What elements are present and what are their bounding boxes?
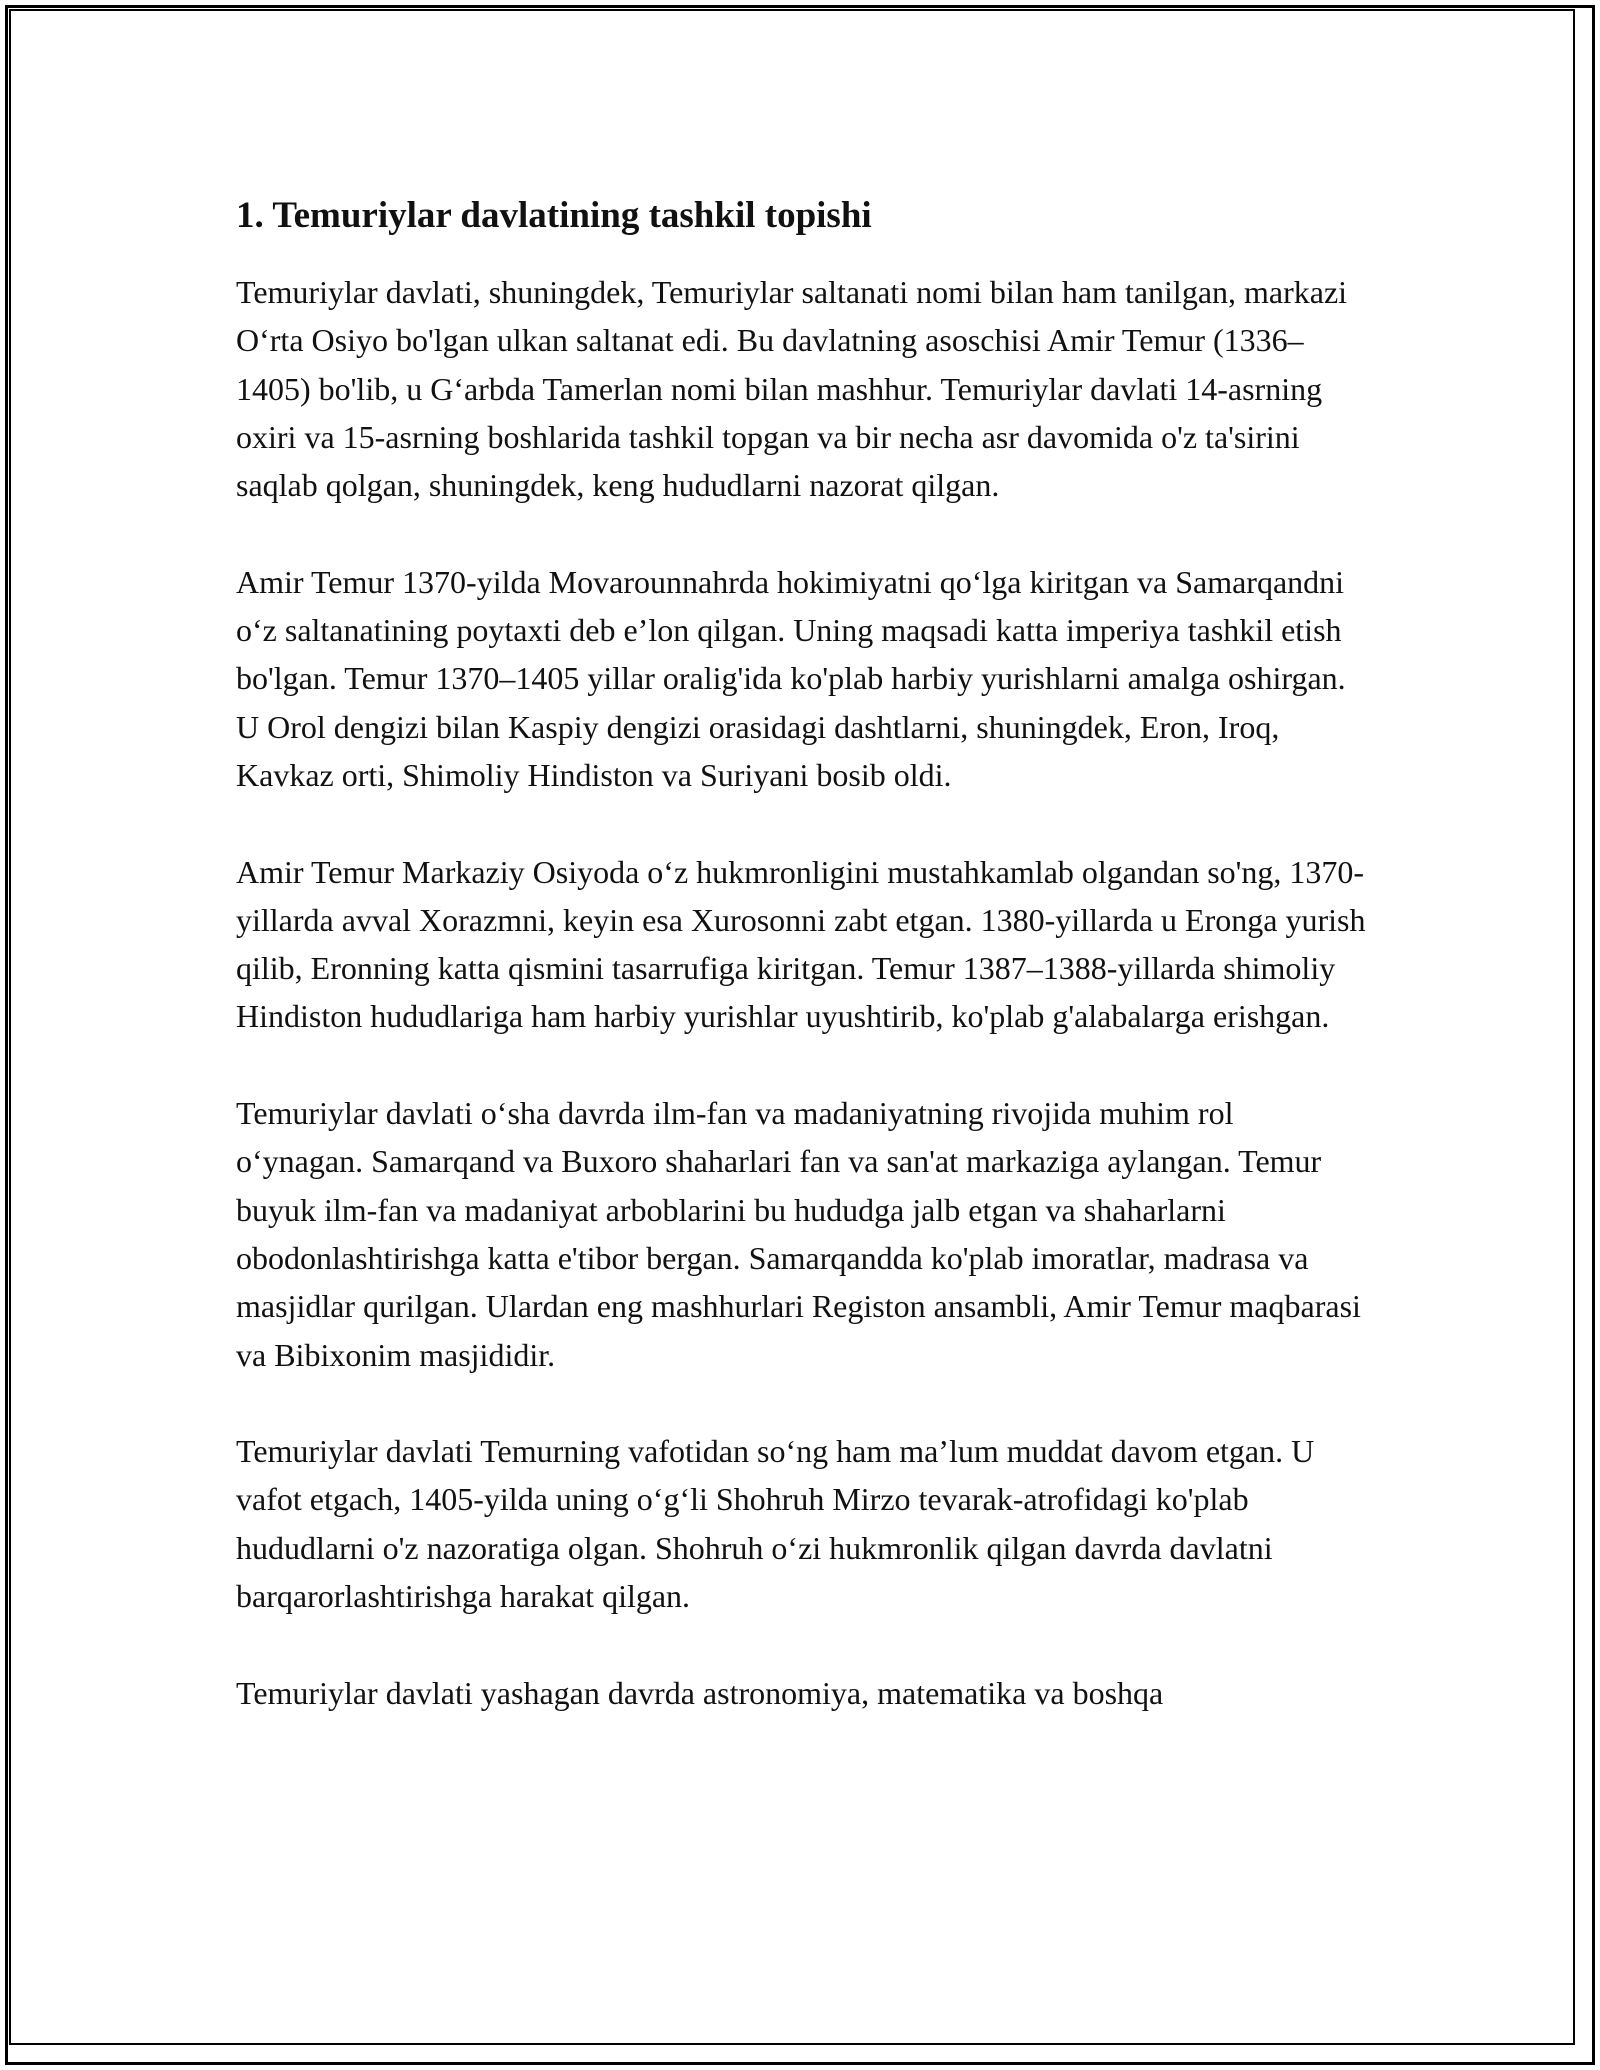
paragraph-5: Temuriylar davlati Temurning vafotidan so‘ng ham ma’lum muddat davom etgan. U vafot etgach, 1405-yilda uning o‘g‘li Shohruh Mirzo tevarak-atrofidagi ko'plab hududlarni o'z nazoratiga olgan. Shohruh o‘zi hukmronlik qilgan davrda davlatni barqarorlashtirishga harakat qilgan.	[236, 1433, 1315, 1615]
paragraph-3: Amir Temur Markaziy Osiyoda o‘z hukmronligini mustahkamlab olgandan so'ng, 1370-yillarda avval Xorazmni, keyin esa Xurosonni zabt etgan. 1380-yillarda u Eronga yurish qilib, Eronning katta qismini tasarrufiga kiritgan. Temur 1387–1388-yillarda shimoliy Hindiston hududlariga ham harbiy yurishlar uyushtirib, ko'plab g'alabalarga erishgan.	[236, 853, 1366, 1035]
document-body	[236, 188, 1366, 1765]
paragraph-4: Temuriylar davlati o‘sha davrda ilm-fan va madaniyatning rivojida muhim rol o‘ynagan. Samarqand va Buxoro shaharlari fan va san'at markaziga aylangan. Temur buyuk ilm-fan va madaniyat arboblarini bu hududga jalb etgan va shaharlarni obodonlashtirishga katta e'tibor bergan. Samarqandda ko'plab imoratlar, madrasa va masjidlar qurilgan. Ulardan eng mashhurlari Registon ansambli, Amir Temur maqbarasi va Bibixonim masjididir.	[236, 1095, 1361, 1373]
paragraph-6: Temuriylar davlati yashagan davrda astronomiya, matematika va boshqa	[236, 1674, 1164, 1711]
paragraph-2: Amir Temur 1370-yilda Movarounnahrda hokimiyatni qo‘lga kiritgan va Samarqandni o‘z saltanatining poytaxti deb e’lon qilgan. Uning maqsadi katta imperiya tashkil etish bo'lgan. Temur 1370–1405 yillar oralig'ida ko'plab harbiy yurishlarni amalga oshirgan. U Orol dengizi bilan Kaspiy dengizi orasidagi dashtlarni, shuningdek, Eron, Iroq, Kavkaz orti, Shimoliy Hindiston va Suriyani bosib oldi.	[236, 563, 1346, 793]
paragraph-1: Temuriylar davlati, shuningdek, Temuriylar saltanati nomi bilan ham tanilgan, markazi O‘rta Osiyo bo'lgan ulkan saltanat edi. Bu davlatning asoschisi Amir Temur (1336–1405) bo'lib, u G‘arbda Tamerlan nomi bilan mashhur. Temuriylar davlati 14-asrning oxiri va 15-asrning boshlarida tashkil topgan va bir necha asr davomida o'z ta'sirini saqlab qolgan, shuningdek, keng hududlarni nazorat qilgan.	[236, 274, 1348, 504]
section-heading: 1. Temuriylar davlatining tashkil topishi	[236, 195, 872, 236]
